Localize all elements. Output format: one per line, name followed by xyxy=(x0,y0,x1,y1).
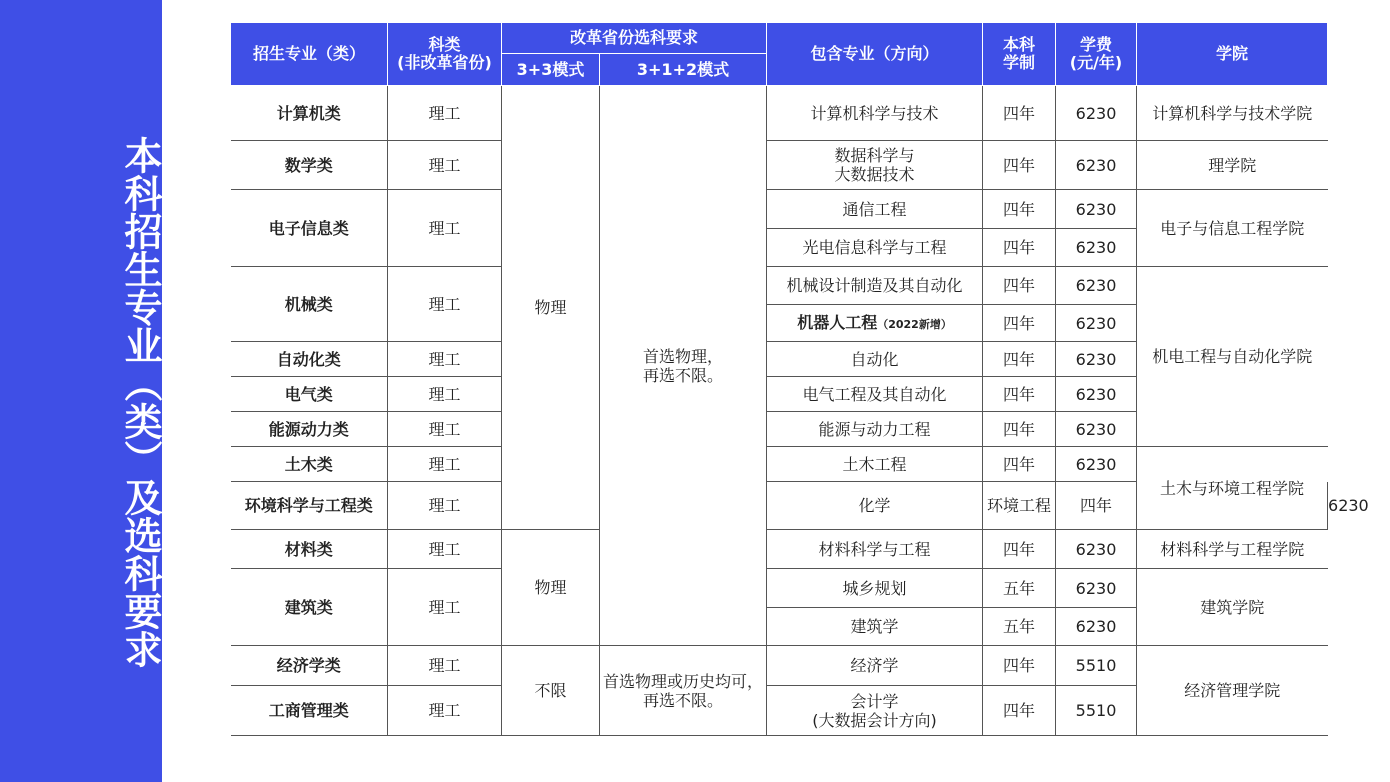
college-cell: 建筑学院 xyxy=(1137,569,1328,646)
category-cell: 理工 xyxy=(388,141,502,190)
category-cell: 理工 xyxy=(388,86,502,141)
fee-cell: 6230 xyxy=(1056,190,1137,229)
fee-cell: 6230 xyxy=(1056,141,1137,190)
major-cell: 数学类 xyxy=(231,141,388,190)
new-badge: （2022新增） xyxy=(877,317,952,331)
included-cell: 环境工程 xyxy=(983,482,1056,530)
header-major: 招生专业（类） xyxy=(231,23,388,86)
major-cell: 土木类 xyxy=(231,447,388,482)
duration-cell: 四年 xyxy=(983,267,1056,305)
header-included: 包含专业（方向） xyxy=(767,23,983,86)
major-cell: 材料类 xyxy=(231,530,388,569)
major-cell: 工商管理类 xyxy=(231,686,388,736)
header-category: 科类 (非改革省份) xyxy=(388,23,502,86)
category-cell: 理工 xyxy=(388,646,502,686)
duration-cell: 四年 xyxy=(983,646,1056,686)
header-mode-312: 3+1+2模式 xyxy=(600,54,767,86)
major-cell: 电气类 xyxy=(231,377,388,412)
duration-cell: 四年 xyxy=(983,447,1056,482)
included-cell: 建筑学 xyxy=(767,608,983,646)
major-cell: 机械类 xyxy=(231,267,388,342)
table-row xyxy=(231,646,1328,686)
major-cell: 计算机类 xyxy=(231,86,388,141)
header-mode-33: 3+3模式 xyxy=(502,54,600,86)
table-row: 环境科学与工程类 理工 化学 环境工程 四年 6230 xyxy=(231,482,1328,530)
duration-cell: 四年 xyxy=(983,530,1056,569)
header-reform: 改革省份选科要求 xyxy=(502,23,767,54)
category-cell: 理工 xyxy=(388,377,502,412)
fee-cell: 6230 xyxy=(1056,412,1137,447)
duration-cell: 五年 xyxy=(983,608,1056,646)
included-cell xyxy=(767,305,983,342)
college-cell: 计算机科学与技术学院 xyxy=(1137,86,1328,141)
table-row xyxy=(231,190,1328,229)
included-cell: 材料科学与工程 xyxy=(767,530,983,569)
included-cell: 通信工程 xyxy=(767,190,983,229)
college-cell: 电子与信息工程学院 xyxy=(1137,190,1328,267)
fee-cell: 5510 xyxy=(1056,646,1137,686)
side-banner xyxy=(0,0,162,782)
included-text: 机器人工程 xyxy=(797,312,878,332)
fee-cell: 6230 xyxy=(1056,530,1137,569)
category-cell: 理工 xyxy=(388,267,502,342)
included-cell: 自动化 xyxy=(767,342,983,377)
table-row xyxy=(231,267,1328,305)
table-row xyxy=(231,141,1328,190)
major-cell: 电子信息类 xyxy=(231,190,388,267)
college-cell: 机电工程与自动化学院 xyxy=(1137,267,1328,447)
major-cell: 能源动力类 xyxy=(231,412,388,447)
included-cell: 土木工程 xyxy=(767,447,983,482)
duration-cell: 四年 xyxy=(983,412,1056,447)
category-cell: 理工 xyxy=(388,190,502,267)
duration-cell: 四年 xyxy=(1056,482,1137,530)
majors-table xyxy=(230,22,1369,736)
requirement-33-cell: 化学 xyxy=(767,482,983,530)
fee-cell: 6230 xyxy=(1056,608,1137,646)
college-cell: 经济管理学院 xyxy=(1137,646,1328,736)
included-cell: 光电信息科学与工程 xyxy=(767,229,983,267)
included-cell: 电气工程及其自动化 xyxy=(767,377,983,412)
table-row xyxy=(231,86,1328,141)
banner-title: 本科招生专业︵类︶及选科要求 xyxy=(118,136,162,668)
college-cell: 理学院 xyxy=(1137,141,1328,190)
included-cell: 能源与动力工程 xyxy=(767,412,983,447)
header-fee: 学费 (元/年) xyxy=(1056,23,1137,86)
major-cell: 自动化类 xyxy=(231,342,388,377)
table-row xyxy=(231,569,1328,608)
category-cell: 理工 xyxy=(388,686,502,736)
category-cell: 理工 xyxy=(388,482,502,530)
included-cell: 数据科学与 大数据技术 xyxy=(767,141,983,190)
category-cell: 理工 xyxy=(388,447,502,482)
requirement-33-cell: 物理 xyxy=(502,530,600,646)
category-cell: 理工 xyxy=(388,530,502,569)
included-cell: 计算机科学与技术 xyxy=(767,86,983,141)
fee-cell: 6230 xyxy=(1056,569,1137,608)
requirement-33-cell: 不限 xyxy=(502,646,600,736)
included-cell: 会计学 (大数据会计方向) xyxy=(767,686,983,736)
fee-cell: 5510 xyxy=(1056,686,1137,736)
requirement-312-cell: 首选物理， 再选不限。 xyxy=(600,86,767,646)
duration-cell: 四年 xyxy=(983,190,1056,229)
category-cell: 理工 xyxy=(388,342,502,377)
major-cell: 经济学类 xyxy=(231,646,388,686)
fee-cell: 6230 xyxy=(1056,305,1137,342)
duration-cell: 四年 xyxy=(983,141,1056,190)
fee-cell: 6230 xyxy=(1056,342,1137,377)
duration-cell: 五年 xyxy=(983,569,1056,608)
included-cell: 城乡规划 xyxy=(767,569,983,608)
major-cell: 环境科学与工程类 xyxy=(231,482,388,530)
major-cell: 建筑类 xyxy=(231,569,388,646)
duration-cell: 四年 xyxy=(983,686,1056,736)
category-cell: 理工 xyxy=(388,412,502,447)
duration-cell: 四年 xyxy=(983,377,1056,412)
college-cell: 土木与环境工程学院 xyxy=(1137,447,1328,530)
college-cell: 材料科学与工程学院 xyxy=(1137,530,1328,569)
table-row xyxy=(231,530,1328,569)
requirement-312-cell: 首选物理或历史均可， 再选不限。 xyxy=(600,646,767,736)
duration-cell: 四年 xyxy=(983,229,1056,267)
fee-cell: 6230 xyxy=(1056,86,1137,141)
duration-cell: 四年 xyxy=(983,305,1056,342)
duration-cell: 四年 xyxy=(983,86,1056,141)
fee-cell: 6230 xyxy=(1056,229,1137,267)
requirement-33-cell: 物理 xyxy=(502,86,600,530)
header-duration: 本科 学制 xyxy=(983,23,1056,86)
fee-cell: 6230 xyxy=(1056,267,1137,305)
fee-cell: 6230 xyxy=(1056,377,1137,412)
table-row xyxy=(231,447,1328,482)
included-cell: 经济学 xyxy=(767,646,983,686)
fee-cell: 6230 xyxy=(1056,447,1137,482)
included-cell: 机械设计制造及其自动化 xyxy=(767,267,983,305)
header-college: 学院 xyxy=(1137,23,1328,86)
category-cell: 理工 xyxy=(388,569,502,646)
duration-cell: 四年 xyxy=(983,342,1056,377)
